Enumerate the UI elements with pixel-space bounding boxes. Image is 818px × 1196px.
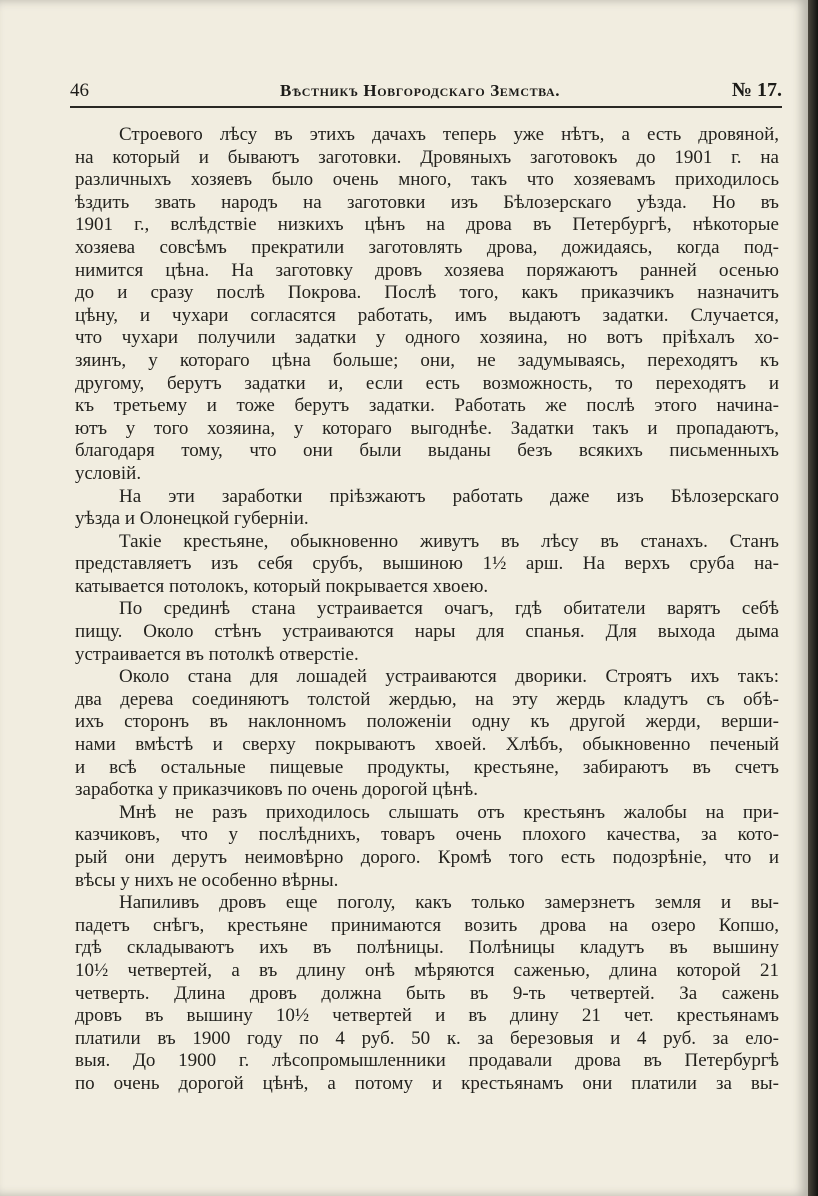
text-line: уѣзда и Олонецкой губерніи.	[75, 508, 309, 530]
text-line: нами вмѣстѣ и сверху покрываютъ хвоей. Хлѣбъ, обыкновенно печеный	[75, 734, 779, 756]
text-line: выя. До 1900 г. лѣсопромышленники продавали дрова въ Петербургѣ	[75, 1050, 779, 1072]
text-line: цѣну, и чухари согласятся работать, имъ выдаютъ задатки. Случается,	[75, 304, 779, 326]
text-line: Мнѣ не разъ приходилось слышать отъ крестьянъ жалобы на при-	[119, 801, 779, 823]
page-edge-shadow	[808, 0, 818, 1196]
text-line: на который и бываютъ заготовки. Дровяныхъ заготовокъ до 1901 г. на	[75, 146, 779, 168]
text-line: рый они дерутъ неимовѣрно дорого. Кромѣ того есть подозрѣніе, что и	[75, 847, 779, 868]
text-line: нимится цѣна. На заготовку дровъ хозяева поряжаютъ ранней осенью	[75, 259, 779, 281]
text-line: хозяева совсѣмъ прекратили заготовлять дрова, дожидаясь, когда под-	[75, 236, 779, 258]
text-line: заработка у приказчиковъ по очень дорогой цѣнѣ.	[75, 779, 478, 801]
running-header	[70, 80, 782, 106]
text-line: представляетъ изъ себя срубъ, вышиною 1½ арш. На верхъ сруба на-	[75, 553, 779, 575]
text-line: пищу. Около стѣнъ устраиваются нары для спанья. Для выхода дыма	[75, 621, 779, 643]
journal-title: Вѣстникъ Новгородскаго Земства.	[280, 81, 561, 100]
text-line: казчиковъ, что у послѣднихъ, товаръ очень плохого качества, за кото-	[75, 824, 779, 846]
text-line: Напиливъ дровъ еще поголу, какъ только замерзнетъ земля и вы-	[119, 892, 779, 914]
text-line: до и сразу послѣ Покрова. Послѣ того, какъ приказчикъ назначитъ	[75, 282, 779, 304]
text-line: дровъ въ вышину 10½ четвертей и въ длину 21 чет. крестьянамъ	[75, 1005, 779, 1027]
text-line: платили въ 1900 году по 4 руб. 50 к. за березовыя и 4 руб. за ело-	[75, 1027, 779, 1049]
text-line: къ третьему и тоже берутъ задатки. Работать же послѣ этого начина-	[75, 395, 779, 417]
text-line: другому, берутъ задатки и, если есть возможность, то переходятъ и	[75, 372, 779, 394]
text-line: падетъ снѣгъ, крестьяне принимаются возить дрова на озеро Копшо,	[75, 914, 779, 936]
text-line: катывается потолокъ, который покрывается хвоею.	[75, 575, 489, 597]
text-line: Такіе крестьяне, обыкновенно живутъ въ лѣсу въ станахъ. Станъ	[119, 530, 779, 552]
text-line: ѣздить звать народъ на заготовки изъ Бѣлозерскаго уѣзда. Но въ	[75, 191, 779, 213]
text-line: По срединѣ стана устраивается очагъ, гдѣ обитатели варятъ себѣ	[119, 598, 779, 620]
body-text	[75, 124, 779, 1096]
issue-number: № 17.	[731, 79, 782, 101]
text-line: устраивается въ потолкѣ отверстіе.	[75, 643, 359, 665]
text-line: зяинъ, у котораго цѣна больше; они, не задумываясь, переходятъ къ	[75, 349, 779, 371]
text-line: ихъ сторонъ въ наклонномъ положеніи одну къ другой жерди, верши-	[75, 711, 779, 733]
text-line: что чухари получили задатки у одного хозяина, но вотъ пріѣхалъ хо-	[75, 327, 779, 349]
text-line: по очень дорогой цѣнѣ, а потому и крестьянамъ они платили за вы-	[75, 1072, 779, 1094]
page-number: 46	[70, 80, 89, 101]
text-line: гдѣ складываютъ ихъ въ полѣницы. Полѣницы кладутъ въ вышину	[75, 937, 779, 959]
text-line: различныхъ хозяевъ было очень много, такъ что хозяевамъ приходилось	[75, 169, 779, 191]
text-line: Строевого лѣсу въ этихъ дачахъ теперь уже нѣтъ, а есть дровяной,	[119, 124, 779, 145]
text-line: два дерева соединяютъ толстой жердью, на эту жердь кладутъ съ обѣ-	[75, 688, 779, 710]
text-line: ютъ у того хозяина, у котораго выгоднѣе. Задатки такъ и пропадаютъ,	[75, 417, 779, 439]
text-line: 1901 г., вслѣдствіе низкихъ цѣнъ на дрова въ Петербургѣ, нѣкоторые	[75, 214, 779, 236]
text-line: Около стана для лошадей устраиваются дворики. Строятъ ихъ такъ:	[119, 666, 779, 688]
text-line: и всѣ остальные пищевые продукты, крестьяне, забираютъ въ счетъ	[75, 756, 779, 778]
header-rule	[70, 106, 782, 108]
text-line: 10½ четвертей, а въ длину онѣ мѣряются саженью, длина которой 21	[75, 959, 779, 981]
text-line: вѣсы у нихъ не особенно вѣрны.	[75, 869, 339, 891]
text-line: благодаря тому, что они были выданы безъ всякихъ письменныхъ	[75, 440, 779, 462]
text-line: условій.	[75, 462, 142, 484]
text-line: четверть. Длина дровъ должна быть въ 9-ть четвертей. За сажень	[75, 982, 779, 1004]
text-line: На эти заработки пріѣзжаютъ работать даже изъ Бѣлозерскаго	[119, 485, 779, 507]
